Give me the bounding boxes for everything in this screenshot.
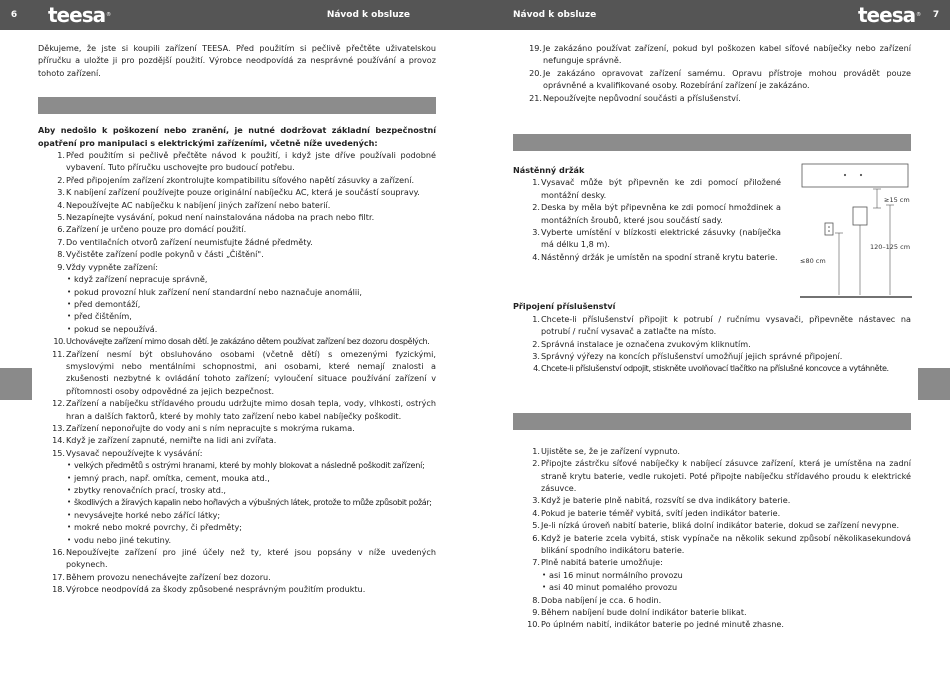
list-item: 5. Nezapínejte vysávání, pokud není nainstalována nádoba na prach nebo filtr. [57, 212, 375, 223]
list-item: 4. Pokud je baterie téměř vybitá, svítí jeden indikátor baterie. [532, 507, 781, 518]
safety-list [38, 149, 436, 273]
list-item: 17. Během provozu nenechávejte zařízení bez dozoru. [52, 571, 271, 582]
list-item: 4. Nepoužívejte AC nabíječku k nabíjení jiných zařízení nebo baterií. [57, 199, 331, 210]
list-item: 20. Je zakázáno opravovat zařízení samému. Opravu přístroje mohou provádět pouze oprávněné a kvalifikované osoby. Rozebírání zařízení je zakázáno. [529, 67, 911, 91]
teesa-logo-right: teesa® [858, 3, 921, 27]
left-page [38, 38, 436, 596]
left-page-number: 6 [10, 10, 18, 20]
gap-label: ≥15 cm [884, 196, 910, 204]
list-item: 15. Vysavač nepoužívejte k vysávání: [52, 447, 203, 458]
sub-item: • jemný prach, např. omítka, cement, mouka atd., [38, 472, 436, 484]
sub-item: • vodu nebo jiné tekutiny. [38, 534, 436, 546]
list-item: 2. Deska by měla být připevněna ke zdi pomocí hmoždinek a montážních šroubů, které jsou součástí sady. [532, 202, 781, 225]
sub-item: • asi 16 minut normálního provozu [513, 569, 911, 581]
accessories-list [513, 313, 911, 375]
list-item: 1. Vysavač může být připevněn ke zdi pomocí přiložené montážní desky. [532, 177, 781, 200]
sub-item: • před čištěním, [38, 310, 436, 322]
left-header-title: Návod k obsluze [326, 10, 410, 20]
intro-paragraph: Děkujeme, že jste si koupili zařízení TEESA. Před použitím si pečlivě přečtěte uživatelskou příručku a uložte ji pro pozdější použití. Výrobce neodpovídá za nesprávné používání a provoz tohoto zařízení. [38, 43, 436, 78]
safety-list-c [38, 546, 436, 596]
list-item: 14. Když je zařízení zapnuté, nemiřte na lidi ani zvířata. [52, 435, 277, 446]
list-item: 12. Zařízení a nabíječku střídavého proudu udržujte mimo dosah tepla, vody, vlhkosti, ostrých hran a dalších faktorů, které by mohly tato zařízení nebo kabel nabíječky poškodit. [52, 398, 436, 421]
list-item: 2. Správná instalace je označena zvukovým kliknutím. [532, 338, 751, 349]
item15-sublist [38, 459, 436, 546]
header-bar [0, 0, 950, 30]
list-item: 9. Vždy vypněte zařízení: [57, 261, 158, 272]
list-item: 1. Před použitím si pečlivě přečtěte návod k použití, i když jste dříve používali podobné vybavení. Tuto příručku uschovejte pro budoucí potřebu. [57, 150, 436, 173]
wall-bracket [853, 207, 867, 225]
list-item: 1. Chcete-li příslušenství připojit k potrubí / ručnímu vysavači, připevněte nástavec na potrubí / ruční vysavač a zatlačte na místo. [532, 313, 911, 337]
safety-list-continued [513, 42, 911, 104]
item9-sublist [38, 273, 436, 335]
list-item: 7. Plně nabitá baterie umožňuje: [532, 557, 663, 568]
list-item: 4. Chcete-li příslušenství odpojit, stiskněte uvolňovací tlačítko na příslušné koncovce a vytáhněte. [533, 363, 889, 374]
list-item: 3. Vyberte umístění v blízkosti elektrické zásuvky (nabíječka má délku 1,8 m). [532, 227, 781, 250]
charging-list [513, 445, 911, 569]
list-item: 7. Do ventilačních otvorů zařízení neumisťujte žádné předměty. [57, 236, 313, 247]
list-item: 6. Když je baterie zcela vybitá, stisk vypínače na několik sekund způsobí několikasekundová blikání spodního indikátoru baterie. [532, 532, 911, 555]
socket-height-label: ≤80 cm [800, 257, 826, 265]
sub-item: • pokud se nepoužívá. [38, 323, 436, 335]
list-item: 19. Je zakázáno používat zařízení, pokud byl poškozen kabel síťové nabíječky nebo zařízení nefunguje správně. [529, 43, 911, 66]
sub-item: • když zařízení nepracuje správně, [38, 273, 436, 285]
list-item: 8. Doba nabíjení je cca. 6 hodin. [532, 594, 662, 605]
accessories-heading: Připojení příslušenství [513, 301, 616, 312]
sub-item: • velkých předmětů s ostrými hranami, které by mohly blokovat a následně poškodit zařízení; [38, 459, 436, 471]
wall-shelf [802, 164, 908, 187]
sub-item: • asi 40 minut pomalého provozu [513, 581, 911, 593]
wall-mount-diagram [800, 163, 912, 299]
right-header-title: Návod k obsluze [513, 10, 597, 20]
section-bar [513, 413, 911, 430]
list-item: 4. Nástěnný držák je umístěn na spodní straně krytu baterie. [532, 251, 778, 262]
section-bar [38, 97, 436, 114]
list-item: 13. Zařízení neponořujte do vody ani s ním nepracujte s mokrýma rukama. [52, 422, 355, 433]
list-item: 1. Ujistěte se, že je zařízení vypnuto. [532, 445, 680, 456]
list-item: 2. Připojte zástrčku síťové nabíječky k nabíjecí zásuvce zařízení, která je umístěna na zadní straně krytu baterie, vedle rukojeti. Poté připojte nabíječku střídavého proudu k elektrické zásuvce. [532, 458, 911, 493]
list-item: 10. Uchovávejte zařízení mimo dosah dětí. Je zakázáno dětem používat zařízení bez dozoru dospělých. [53, 336, 430, 347]
list-item: 3. K nabíjení zařízení používejte pouze originální nabíječku AC, která je součástí soupravy. [57, 187, 420, 198]
right-side-tab [918, 368, 950, 400]
power-socket-icon [825, 223, 833, 235]
charging-list-b [513, 594, 911, 631]
list-item: 10. Po úplném nabití, indikátor baterie po jedné minutě zhasne. [527, 619, 784, 630]
sub-item: • pokud provozní hluk zařízení není standardní nebo naznačuje anomálii, [38, 286, 436, 298]
list-item: 3. Když je baterie plně nabitá, rozsvítí se dva indikátory baterie. [532, 495, 791, 506]
left-side-tab [0, 368, 32, 400]
list-item: 2. Před připojením zařízení zkontrolujte kompatibilitu síťového napětí zásuvky a zařízení. [57, 174, 415, 185]
list-item: 21. Nepoužívejte nepůvodní součásti a příslušenství. [529, 92, 741, 103]
sub-item: • před demontáží, [38, 298, 436, 310]
charging-sublist [513, 569, 911, 594]
list-item: 8. Vyčistěte zařízení podle pokynů v části „Čištění". [57, 249, 264, 260]
wall-mount-list [513, 176, 781, 263]
sub-item: • zbytky renovačních prací, trosky atd., [38, 484, 436, 496]
teesa-logo-left: teesa® [48, 3, 111, 27]
height-label: 120–125 cm [870, 243, 911, 251]
sub-item: • škodlivých a žíravých kapalin nebo hořlavých a výbušných látek, protože to může způsobit požár; [38, 496, 436, 508]
sub-item: • mokré nebo mokré povrchy, či předměty; [38, 521, 436, 533]
list-item: 16. Nepoužívejte zařízení pro jiné účely než ty, které jsou popsány v níže uvedených pokynech. [52, 547, 436, 570]
safety-list-b [38, 335, 436, 459]
list-item: 11. Zařízení nesmí být obsluhováno osobami (včetně dětí) s omezenými fyzickými, smyslovými nebo mentálními schopnostmi, ani osobami, které nemají znalosti a zkušenosti nezbytné k ovládání tohoto zařízení; vyloučení situace používání zařízení v přítomnosti osoby odpovědné za jejich bezpečnost. [52, 348, 436, 396]
sub-item: • nevysávejte horké nebo zářící látky; [38, 509, 436, 521]
list-item: 6. Zařízení je určeno pouze pro domácí použití. [57, 224, 247, 235]
list-item: 5. Je-li nízká úroveň nabití baterie, bliká dolní indikátor baterie, dokud se zařízení nevypne. [532, 520, 900, 531]
right-page [513, 42, 911, 631]
list-item: 9. Během nabíjení bude dolní indikátor baterie blikat. [532, 607, 747, 617]
right-page-number: 7 [932, 10, 940, 20]
safety-heading: Aby nedošlo k poškození nebo zranění, je nutné dodržovat základní bezpečnostní opatření pro manipulaci s elektrickými zařízeními, včetně níže uvedených: [38, 125, 436, 148]
section-bar [513, 134, 911, 151]
list-item: 18. Výrobce neodpovídá za škody způsobené nesprávným použitím produktu. [52, 584, 366, 595]
list-item: 3. Správný výřezy na koncích příslušenství umožňují jejich správné připojení. [532, 350, 843, 361]
wall-mount-heading: Nástěnný držák [513, 165, 585, 176]
